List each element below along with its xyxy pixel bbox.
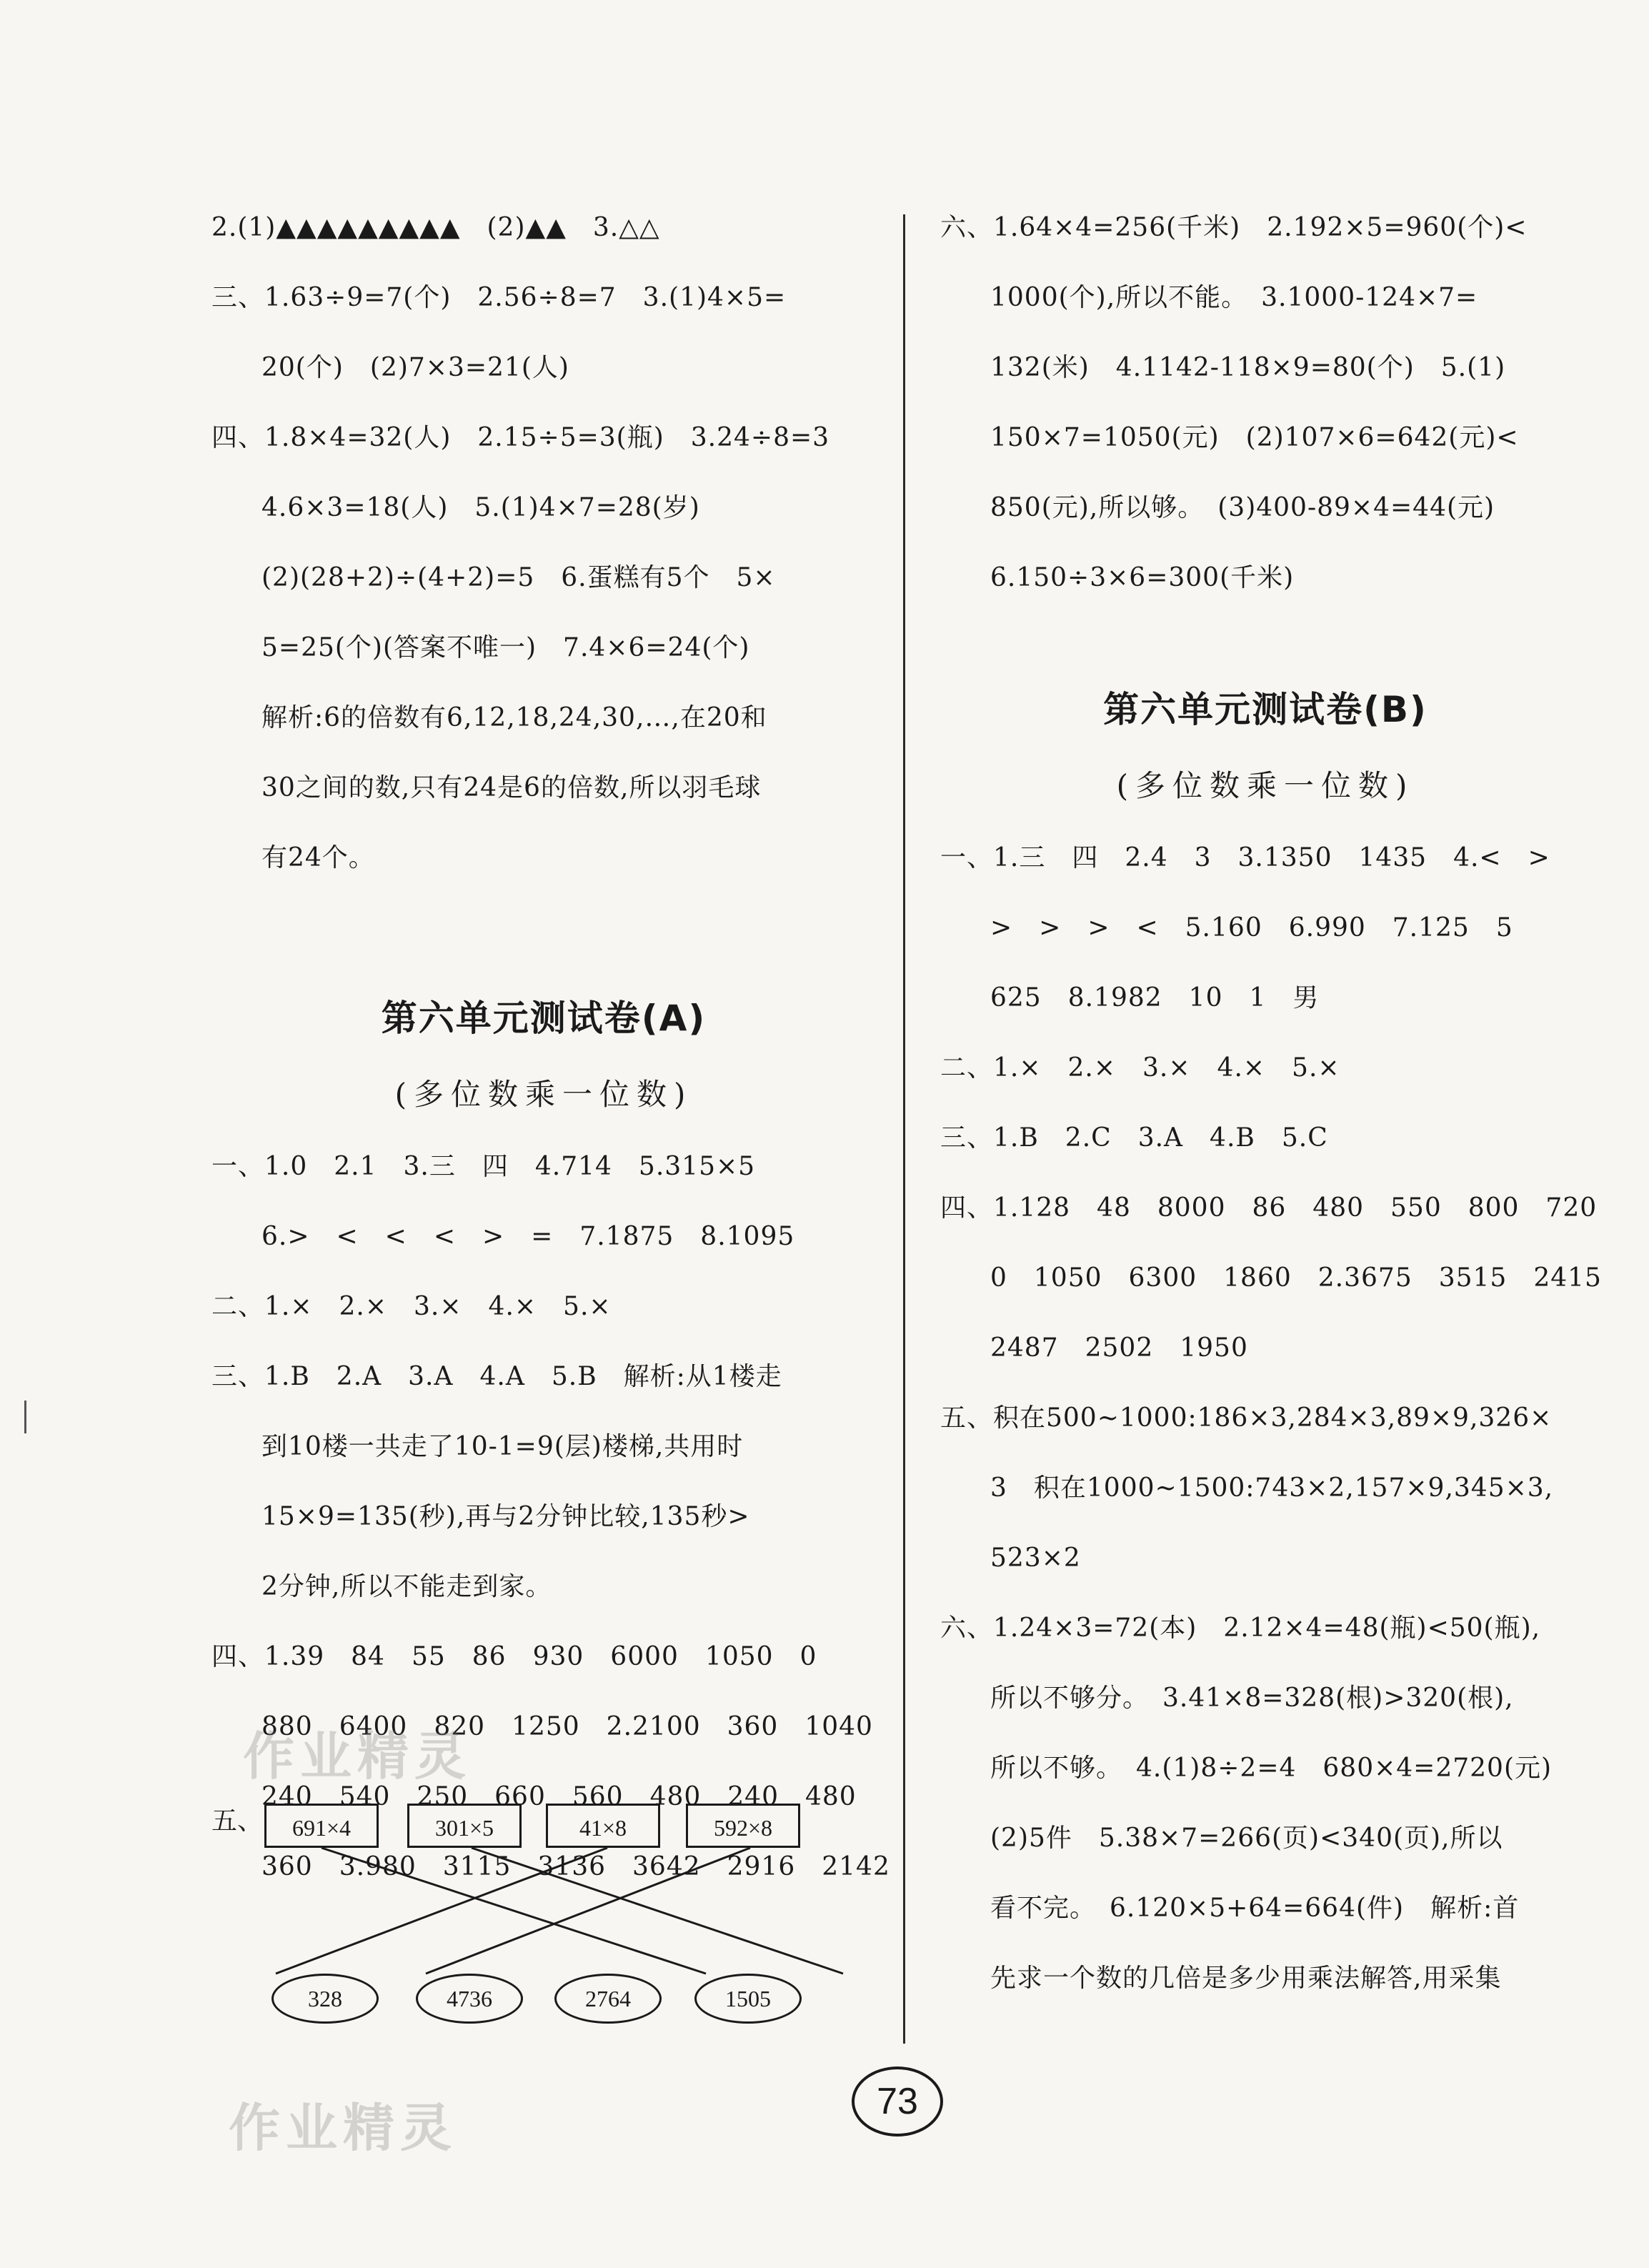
expression-box: 41×8 xyxy=(546,1804,660,1848)
page-number: 73 xyxy=(852,2066,943,2137)
expression-box: 301×5 xyxy=(407,1804,522,1848)
section-subtitle-b: (多位数乘一位数) xyxy=(1116,768,1415,803)
answer-line: 看不完。 6.120×5+64=664(件) 解析:首 xyxy=(990,1894,1520,1923)
answer-line: 0 1050 6300 1860 2.3675 3515 2415 xyxy=(990,1263,1602,1293)
answer-line: 六、1.24×3=72(本) 2.12×4=48(瓶)<50(瓶), xyxy=(940,1613,1541,1643)
answer-line: 三、1.B 2.C 3.A 4.B 5.C xyxy=(940,1123,1328,1153)
answer-line: 625 8.1982 10 1 男 xyxy=(990,983,1320,1013)
answer-line: 1000(个),所以不能。 3.1000-124×7= xyxy=(990,283,1478,312)
answer-line: 2分钟,所以不能走到家。 xyxy=(261,1572,552,1601)
answer-line: 四、1.39 84 55 86 930 6000 1050 0 xyxy=(211,1642,817,1671)
answer-line: 150×7=1050(元) (2)107×6=642(元)< xyxy=(990,423,1519,452)
answer-oval: 2764 xyxy=(554,1974,662,2024)
match-line xyxy=(322,1848,706,1974)
section-subtitle-a: (多位数乘一位数) xyxy=(394,1077,693,1112)
answer-line: 240 540 250 660 560 480 240 480 xyxy=(261,1782,857,1811)
answer-line: 880 6400 820 1250 2.2100 360 1040 xyxy=(261,1712,873,1741)
right-column xyxy=(940,193,1602,2014)
answer-line: 6.> < < < > = 7.1875 8.1095 xyxy=(261,1222,795,1251)
answer-line: 三、1.63÷9=7(个) 2.56÷8=7 3.(1)4×5= xyxy=(211,283,787,312)
answer-line: 3 积在1000~1500:743×2,157×9,345×3, xyxy=(990,1473,1554,1503)
left-column xyxy=(211,193,890,1902)
answer-line: 所以不够。 4.(1)8÷2=4 680×4=2720(元) xyxy=(990,1754,1553,1783)
match-line xyxy=(472,1848,843,1974)
watermark: 作业精灵 xyxy=(243,1726,472,1786)
section-title-b: 第六单元测试卷(B) xyxy=(1103,689,1428,730)
right-bottom-block xyxy=(940,823,1602,2014)
answer-line: 15×9=135(秒),再与2分钟比较,135秒> xyxy=(261,1502,750,1531)
answer-line: 六、1.64×4=256(千米) 2.192×5=960(个)< xyxy=(940,213,1528,242)
answer-line: 先求一个数的几倍是多少用乘法解答,用采集 xyxy=(990,1964,1502,1993)
answer-line: 四、1.8×4=32(人) 2.15÷5=3(瓶) 3.24÷8=3 xyxy=(211,423,830,452)
answer-line: 132(米) 4.1142-118×9=80(个) 5.(1) xyxy=(990,353,1506,382)
answer-line: 二、1.× 2.× 3.× 4.× 5.× xyxy=(211,1292,612,1321)
answer-line: 四、1.128 48 8000 86 480 550 800 720 xyxy=(940,1193,1598,1223)
watermark: 作业精灵 xyxy=(229,2098,458,2158)
answer-oval: 1505 xyxy=(694,1974,802,2024)
answer-line: 4.6×3=18(人) 5.(1)4×7=28(岁) xyxy=(261,493,700,522)
answer-line: 二、1.× 2.× 3.× 4.× 5.× xyxy=(940,1053,1340,1083)
answer-line: 五、积在500~1000:186×3,284×3,89×9,326× xyxy=(940,1403,1553,1433)
answer-line: 5=25(个)(答案不唯一) 7.4×6=24(个) xyxy=(261,633,750,662)
answer-line: 850(元),所以够。 (3)400-89×4=44(元) xyxy=(990,493,1495,522)
answer-line: 523×2 xyxy=(990,1543,1081,1573)
answer-line: 6.150÷3×6=300(千米) xyxy=(990,563,1295,592)
right-top-block xyxy=(940,193,1590,613)
column-divider xyxy=(903,214,905,2044)
expression-box: 691×4 xyxy=(264,1804,379,1848)
answer-line: 三、1.B 2.A 3.A 4.A 5.B 解析:从1楼走 xyxy=(211,1362,782,1391)
answer-line: 解析:6的倍数有6,12,18,24,30,…,在20和 xyxy=(261,703,767,732)
match-line xyxy=(276,1848,607,1974)
answer-line: (2)(28+2)÷(4+2)=5 6.蛋糕有5个 5× xyxy=(261,563,776,592)
answer-line: > > > < 5.160 6.990 7.125 5 xyxy=(990,913,1513,942)
answer-oval: 4736 xyxy=(416,1974,523,2024)
answer-line: 2.(1)▲▲▲▲▲▲▲▲▲ (2)▲▲ 3.△△ xyxy=(211,213,660,242)
answer-line: 到10楼一共走了10-1=9(层)楼梯,共用时 xyxy=(261,1432,744,1461)
expression-box: 592×8 xyxy=(686,1804,800,1848)
match-line xyxy=(426,1848,750,1974)
answer-line: 360 3.980 3115 3136 3642 2916 2142 xyxy=(261,1852,890,1881)
answer-line: 有24个。 xyxy=(261,843,375,872)
answer-line: 30之间的数,只有24是6的倍数,所以羽毛球 xyxy=(261,773,762,802)
answer-line: 2487 2502 1950 xyxy=(990,1333,1248,1363)
matching-diagram xyxy=(211,1786,890,2044)
answer-oval: 328 xyxy=(271,1974,379,2024)
matching-label: 五、 xyxy=(211,1806,264,1836)
answer-line: 所以不够分。 3.41×8=328(根)>320(根), xyxy=(990,1683,1514,1713)
scan-mark xyxy=(24,1401,26,1433)
left-top-block xyxy=(211,193,876,893)
section-title-a: 第六单元测试卷(A) xyxy=(381,998,707,1039)
answer-line: (2)5件 5.38×7=266(页)<340(页),所以 xyxy=(990,1824,1503,1853)
answer-line: 一、1.0 2.1 3.三 四 4.714 5.315×5 xyxy=(211,1152,756,1181)
answer-line: 一、1.三 四 2.4 3 3.1350 1435 4.< > xyxy=(940,843,1550,872)
answer-line: 20(个) (2)7×3=21(人) xyxy=(261,353,569,382)
